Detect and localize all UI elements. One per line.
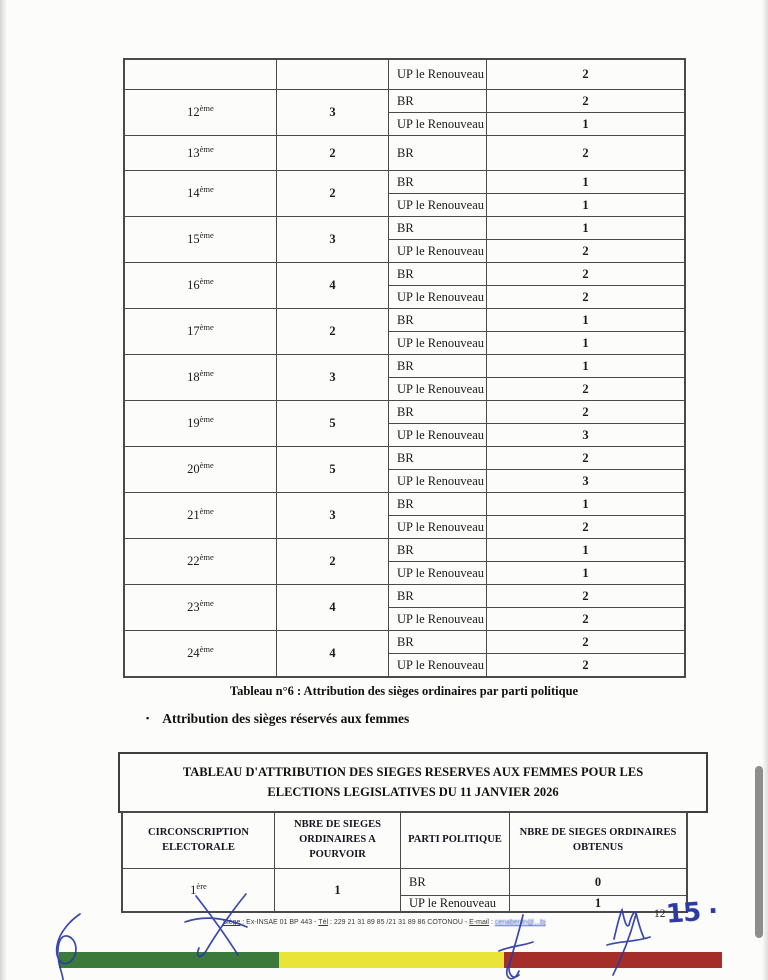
seats-obtained-cell: 1 [487,217,685,240]
footer-email-label: E-mail [469,919,489,926]
party-cell: UP le Renouveau [389,562,487,585]
women-seats-table-title [118,752,708,813]
section-heading [146,711,409,727]
party-cell: UP le Renouveau [389,470,487,493]
party-cell: UP le Renouveau [389,424,487,447]
column-header: PARTI POLITIQUE [401,813,510,869]
circonscription-cell: 23ème [125,585,277,631]
party-cell: UP le Renouveau [389,240,487,263]
circonscription-cell: 20ème [125,447,277,493]
party-cell: UP le Renouveau [389,608,487,631]
seats-obtained-cell: 2 [487,286,685,309]
table-row [125,585,685,608]
flag-green-segment [59,952,279,968]
circonscription-cell: 12ème [125,90,277,136]
circonscription-cell: 14ème [125,171,277,217]
handwritten-page-note: 15 · [665,896,719,930]
header-row [123,813,687,869]
table-row [125,493,685,516]
party-cell: BR [389,539,487,562]
circonscription-cell: 18ème [125,355,277,401]
seats-to-fill-cell: 4 [277,631,389,677]
seats-obtained-cell: 1 [487,355,685,378]
table-row [125,447,685,470]
seats-obtained-cell: 2 [487,263,685,286]
footer-siege-text: : Ex-INSAE 01 BP 443 - [240,919,319,926]
seats-to-fill-cell: 5 [277,447,389,493]
women-seats-title-line2: ELECTIONS LEGISLATIVES DU 11 JANVIER 2026 [267,784,559,799]
seats-to-fill-cell: 2 [277,309,389,355]
seats-obtained-cell: 1 [487,562,685,585]
party-cell: BR [389,171,487,194]
party-cell: UP le Renouveau [389,654,487,677]
table-row [125,60,685,90]
table-row [125,401,685,424]
party-cell: BR [389,401,487,424]
flag-stripe [59,952,722,968]
footer-email-sep: : [489,919,495,926]
party-cell: UP le Renouveau [389,60,487,90]
seats-obtained-cell: 3 [487,470,685,493]
table-row [125,539,685,562]
seats-to-fill-cell: 2 [277,136,389,171]
column-header: NBRE DE SIEGES ORDINAIRES OBTENUS [510,813,687,869]
seats-to-fill-cell [277,60,389,90]
seats-obtained-cell: 1 [487,194,685,217]
seats-to-fill-cell: 3 [277,90,389,136]
circonscription-cell: 1ère [123,869,275,912]
party-cell: BR [389,263,487,286]
seats-obtained-cell: 2 [487,378,685,401]
seats-obtained-cell: 1 [487,493,685,516]
party-cell: BR [389,493,487,516]
seats-obtained-cell: 1 [487,539,685,562]
party-cell: UP le Renouveau [389,113,487,136]
seats-to-fill-cell: 4 [277,585,389,631]
seats-obtained-cell: 2 [487,585,685,608]
seats-obtained-cell: 1 [487,171,685,194]
seats-to-fill-cell: 1 [275,869,401,912]
party-cell: UP le Renouveau [389,286,487,309]
seats-obtained-cell: 3 [487,424,685,447]
women-seats-table [122,812,687,912]
circonscription-cell: 21ème [125,493,277,539]
circonscription-cell: 15ème [125,217,277,263]
seats-to-fill-cell: 3 [277,217,389,263]
seats-obtained-cell: 2 [487,60,685,90]
seats-to-fill-cell: 3 [277,493,389,539]
circonscription-cell: 24ème [125,631,277,677]
seats-obtained-cell: 2 [487,516,685,539]
seats-obtained-cell: 2 [487,136,685,171]
seats-obtained-cell: 2 [487,608,685,631]
seats-obtained-cell: 1 [510,896,687,912]
seats-obtained-cell: 2 [487,654,685,677]
table-row [125,136,685,171]
flag-red-segment [504,952,722,968]
party-cell: BR [389,585,487,608]
seats-to-fill-cell: 2 [277,539,389,585]
column-header: NBRE DE SIEGES ORDINAIRES A POURVOIR [275,813,401,869]
seats-obtained-cell: 1 [487,309,685,332]
table-row [123,869,687,896]
seats-to-fill-cell: 3 [277,355,389,401]
party-cell: BR [401,869,510,896]
party-cell: UP le Renouveau [389,516,487,539]
footer-contact-line [0,919,768,926]
signature-initial-m-swash [607,937,650,945]
party-cell: BR [389,355,487,378]
seats-to-fill-cell: 4 [277,263,389,309]
circonscription-cell: 19ème [125,401,277,447]
table-row [125,631,685,654]
circonscription-cell [125,60,277,90]
footer-email-value: cenabenin@...bj [494,919,546,926]
page-edge-shadow-left [0,0,7,980]
seats-obtained-cell: 1 [487,332,685,355]
party-cell: UP le Renouveau [389,332,487,355]
table-row [125,263,685,286]
party-cell: BR [389,136,487,171]
seats-to-fill-cell: 2 [277,171,389,217]
circonscription-cell: 22ème [125,539,277,585]
circonscription-cell: 13ème [125,136,277,171]
table6-caption: Tableau n°6 : Attribution des sièges ordinaires par parti politique [229,684,579,698]
footer-tel-text: : 229 21 31 89 85 /21 31 89 86 COTONOU - [328,919,470,926]
table-row [125,217,685,240]
seats-obtained-cell: 0 [510,869,687,896]
square-bullet-icon: ▪ [146,713,150,723]
women-seats-title-line1: TABLEAU D'ATTRIBUTION DES SIEGES RESERVES AUX FEMMES POUR LES [182,765,644,780]
party-cell: BR [389,309,487,332]
page-number: 12 [654,908,666,920]
column-header: CIRCONSCRIPTION ELECTORALE [123,813,275,869]
footer-tel-label: Tél [318,919,329,926]
seats-obtained-cell: 2 [487,401,685,424]
table-row [125,355,685,378]
scrollbar-thumb[interactable] [755,766,763,938]
seats-obtained-cell: 2 [487,90,685,113]
seats-obtained-cell: 2 [487,447,685,470]
signature-squiggle-mid2 [499,942,533,951]
section-heading-label: Attribution des sièges réservés aux femmes [162,711,410,726]
party-cell: BR [389,217,487,240]
ordinary-seats-table [124,59,685,677]
seats-obtained-cell: 2 [487,240,685,263]
table-row [125,309,685,332]
seats-obtained-cell: 2 [487,631,685,654]
circonscription-cell: 17ème [125,309,277,355]
table-row [125,171,685,194]
seats-to-fill-cell: 5 [277,401,389,447]
circonscription-cell: 16ème [125,263,277,309]
party-cell: BR [389,447,487,470]
table-row [125,90,685,113]
party-cell: UP le Renouveau [389,378,487,401]
flag-yellow-segment [279,952,504,968]
party-cell: UP le Renouveau [389,194,487,217]
party-cell: BR [389,631,487,654]
seats-obtained-cell: 1 [487,113,685,136]
party-cell: UP le Renouveau [401,896,510,912]
footer-siege-label: Siège [222,919,241,926]
party-cell: BR [389,90,487,113]
